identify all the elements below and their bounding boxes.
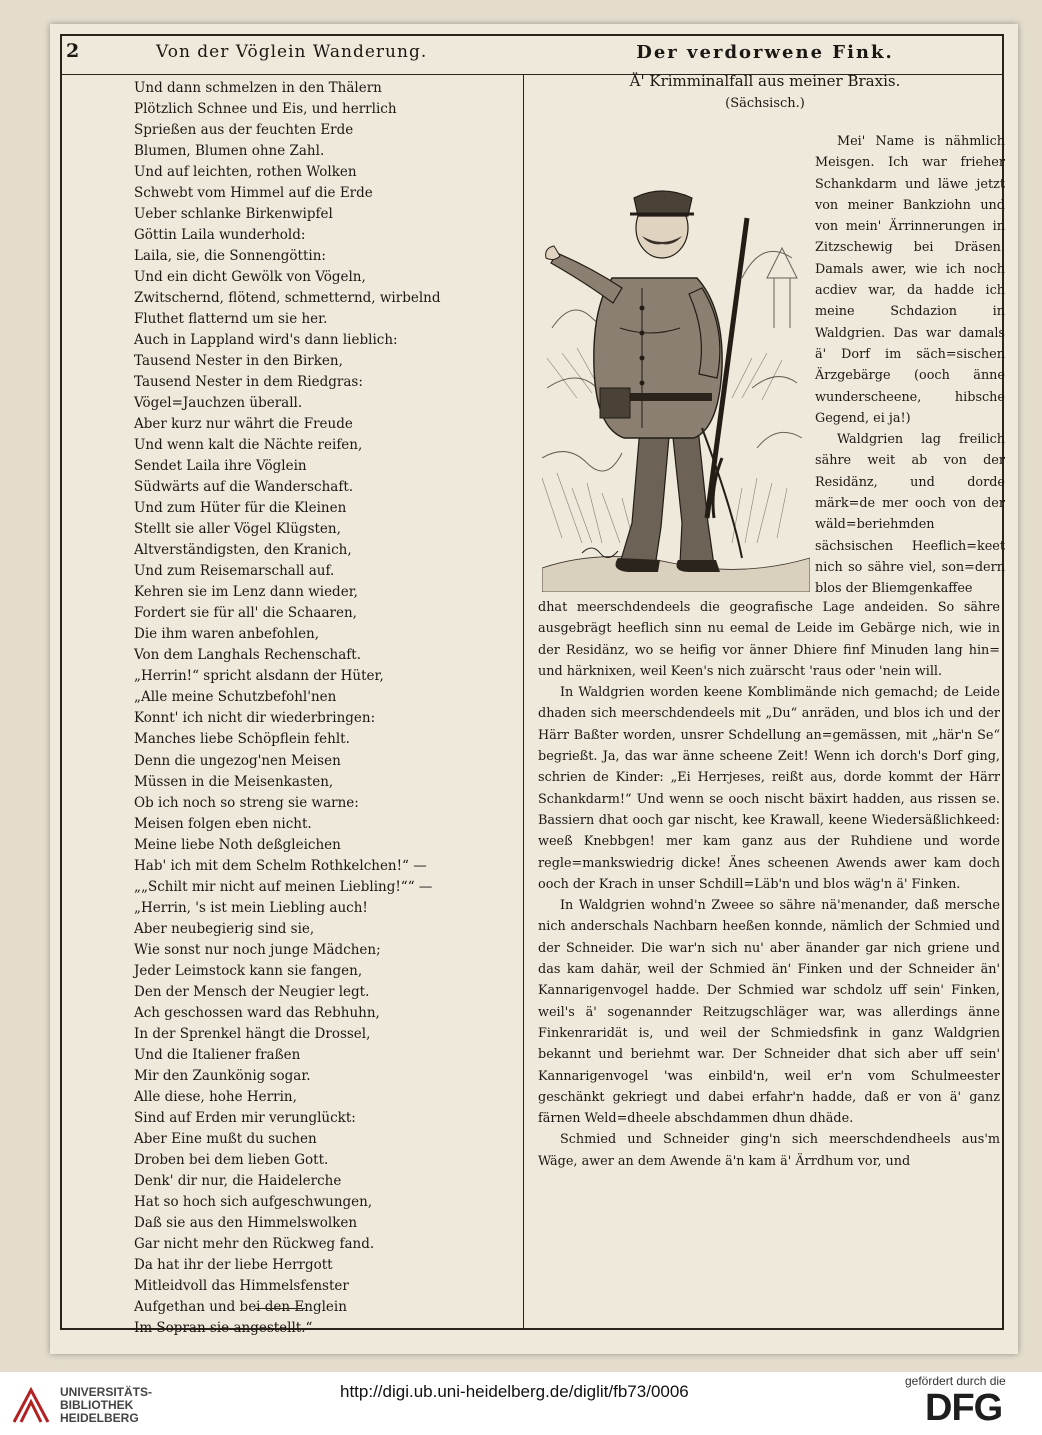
poem-line: Tausend Nester in dem Riedgras: bbox=[134, 374, 363, 391]
article-text-beside-illustration bbox=[815, 131, 1005, 600]
poem-line: Aber neubegierig sind sie, bbox=[134, 920, 315, 937]
library-name-line: UNIVERSITÄTS- bbox=[60, 1385, 153, 1399]
article-paragraph: Schmied und Schneider ging'n sich meerschdendheels aus'm Wäge, awer an dem Awende ä'n kam ä' Ärrdhum vor, und bbox=[538, 1132, 1000, 1169]
poem-line: Sind auf Erden mir verunglückt: bbox=[134, 1109, 356, 1126]
poem-line: Ob ich noch so streng sie warne: bbox=[134, 794, 359, 811]
poem-line: Tausend Nester in den Birken, bbox=[134, 353, 343, 370]
viewer-footer bbox=[0, 1372, 1042, 1435]
poem-line: Da hat ihr der liebe Herrgott bbox=[134, 1256, 333, 1273]
column-rule bbox=[523, 74, 524, 1330]
poem-line: Ueber schlanke Birkenwipfel bbox=[134, 206, 333, 223]
article-paragraph: Waldgrien lag freilich sähre weit ab von der Residänz, und dorde märk=de mer ooch von der wäld=beriehmden sächsischen Heeflich=keet nich so sähre viel, son=dern blos der Bliemgenkaffee bbox=[815, 432, 1005, 597]
library-name-line: HEIDELBERG bbox=[60, 1411, 139, 1425]
permalink-url[interactable]: http://digi.ub.uni-heidelberg.de/diglit/fb73/0006 bbox=[340, 1382, 689, 1401]
article-paragraph: In Waldgrien worden keene Komblimände nich gemachd; de Leide dhaden sich meerschdendeels mit „Du“ anräden, und blos ich und der Härr Baßter worden, unsrer Schdellung an=gemässen, mit „här'n Se“ begrießt. Ja, das war änne scheene Zeit! Wenn ich dorch's Dorf ging, schrien de Kinder: „Ei Herrjeses, reißt aus, dorde kommt der Härr Schankdarm!“ Und wenn se ooch nischt bäxirt hadden, aus rissen se. Bassiern dhat ooch gar nischt, kee Krawall, keene Wiedersäßlichkeed: weeß Knebbgen! mer kam ganz aus der Ruhdiene und worde regle=mankswiedrig dicke! Änes scheenen Awends awer kam doch ooch der Krach in unser Schdill=Läb'n und blos wäg'n ä' Finken. bbox=[538, 685, 1000, 892]
poem-line: Aber kurz nur währt die Freude bbox=[134, 416, 353, 433]
poem-line: Altverständigsten, den Kranich, bbox=[134, 542, 352, 559]
poem-line: Droben bei dem lieben Gott. bbox=[134, 1151, 329, 1168]
poem-line: Südwärts auf die Wanderschaft. bbox=[134, 479, 354, 496]
language-note: (Sächsisch.) bbox=[725, 96, 805, 111]
poem-line: „Herrin!“ spricht alsdann der Hüter, bbox=[134, 668, 384, 685]
poem-line: Stellt sie aller Vögel Klügsten, bbox=[134, 521, 341, 538]
poem-line: Daß sie aus den Himmelswolken bbox=[134, 1214, 358, 1231]
poem-line: Alle diese, hohe Herrin, bbox=[134, 1088, 297, 1105]
page-number: 2 bbox=[66, 40, 80, 62]
poem-line: Und zum Reisemarschall auf. bbox=[134, 563, 335, 580]
poem-line: Göttin Laila wunderhold: bbox=[134, 227, 306, 244]
poem-line: Wie sonst nur noch junge Mädchen; bbox=[134, 941, 381, 958]
poem-line: Fluthet flatternd um sie her. bbox=[134, 311, 328, 328]
poem-line: Die ihm waren anbefohlen, bbox=[134, 626, 320, 643]
poem-line: „Alle meine Schutzbefohl'nen bbox=[134, 689, 337, 706]
poem-line: Plötzlich Schnee und Eis, und herrlich bbox=[134, 101, 397, 118]
poem-line: Im Sopran sie angestellt.“ bbox=[134, 1319, 313, 1336]
poem-line: Und auf leichten, rothen Wolken bbox=[134, 164, 357, 181]
poem-line: Sprießen aus der feuchten Erde bbox=[134, 122, 354, 139]
poem-line: Fordert sie für all' die Schaaren, bbox=[134, 605, 357, 622]
article-subtitle: Ä' Krimminalfall aus meiner Braxis. bbox=[629, 72, 901, 90]
poem-line: Hab' ich mit dem Schelm Rothkelchen!“ — bbox=[134, 857, 427, 874]
poem-line: Mir den Zaunkönig sogar. bbox=[134, 1067, 311, 1084]
gendarme-illustration bbox=[542, 128, 810, 592]
poem-line: Denn die ungezog'nen Meisen bbox=[134, 752, 341, 769]
article-paragraph: In Waldgrien wohnd'n Zweee so sähre nä'menander, daß mersche nich anderschals Nachbarn heeßen konnde, nämlich der Schmied und der Schneider. Die war'n sich nu' aber änander gar nich griene und das kam dahär, weil der Schmied än' Finken und der Schneider än' Kannarigenvogel hadde. Der Schmied war schdolz uff sein' Finken, weil's ä' sogenannder Reitzugschläger war, was allerdings änne Finkenraridät is, und weil der Schmiedsfink in ganz Waldgrien bekannt und beriehmt war. Der Schneider dhat sich aber uff sein' Kannarigenvogel 'was einbild'n, weil er'n vom Schulmeester geschänkt gekriegt und dabei erfahr'n hadde, daß er von ä' ganz färnen Weld=dheele abschdammen dhun dhäde. bbox=[538, 898, 1000, 1127]
poem-line: Und dann schmelzen in den Thälern bbox=[134, 80, 382, 96]
poem-end-rule bbox=[255, 1308, 305, 1309]
poem-line: Gar nicht mehr den Rückweg fand. bbox=[134, 1235, 375, 1252]
sponsor-caption: gefördert durch die bbox=[905, 1374, 1006, 1388]
article-paragraph: dhat meerschdendeels die geografische Lage andeiden. So sähre ausgebrägt heeflich sinn nu eemal de Leide im Gebärge nich, wie in der Residänz, wo se heifig vor änner Dhiere finf Minuden lang hin= und härknixen, weil Keen's nich zuärscht 'raus oder 'nein will. bbox=[538, 600, 1000, 679]
poem-line: Kehren sie im Lenz dann wieder, bbox=[134, 584, 358, 601]
poem-line: Meisen folgen eben nicht. bbox=[134, 815, 312, 832]
poem-line: Den der Mensch der Neugier legt. bbox=[134, 983, 370, 1000]
poem-line: Schwebt vom Himmel auf die Erde bbox=[134, 185, 373, 202]
poem-line: Von dem Langhals Rechenschaft. bbox=[134, 647, 362, 664]
library-name bbox=[60, 1386, 152, 1425]
poem-line: Hat so hoch sich aufgeschwungen, bbox=[134, 1193, 373, 1210]
poem-line: Und die Italiener fraßen bbox=[134, 1046, 301, 1063]
university-library-logo-icon bbox=[10, 1384, 52, 1426]
poem-column bbox=[134, 78, 441, 1339]
running-head: Von der Vöglein Wanderung. bbox=[156, 42, 428, 62]
poem-line: Vögel=Jauchzen überall. bbox=[134, 395, 303, 412]
poem-line: Sendet Laila ihre Vöglein bbox=[134, 458, 307, 475]
poem-line: Jeder Leimstock kann sie fangen, bbox=[134, 962, 363, 979]
poem-line: Und ein dicht Gewölk von Vögeln, bbox=[134, 269, 366, 286]
poem-line: Auch in Lappland wird's dann lieblich: bbox=[134, 332, 398, 349]
poem-line: „Herrin, 's ist mein Liebling auch! bbox=[134, 899, 368, 916]
poem-line: In der Sprenkel hängt die Drossel, bbox=[134, 1025, 371, 1042]
article-text-full-width bbox=[538, 597, 1000, 1172]
poem-line: Manches liebe Schöpflein fehlt. bbox=[134, 731, 350, 748]
poem-line: Mitleidvoll das Himmelsfenster bbox=[134, 1277, 349, 1294]
poem-line: Denk' dir nur, die Haidelerche bbox=[134, 1172, 342, 1189]
poem-line: Und zum Hüter für die Kleinen bbox=[134, 500, 347, 517]
poem-line: Ach geschossen ward das Rebhuhn, bbox=[134, 1004, 380, 1021]
poem-line: „„Schilt mir nicht auf meinen Liebling!““ — bbox=[134, 878, 433, 895]
article-title: Der verdorwene Fink. bbox=[636, 42, 894, 63]
poem-line: Konnt' ich nicht dir wiederbringen: bbox=[134, 710, 376, 727]
poem-line: Aufgethan und bei den Englein bbox=[134, 1298, 347, 1315]
poem-line: Blumen, Blumen ohne Zahl. bbox=[134, 143, 325, 160]
book-page bbox=[50, 24, 1018, 1354]
poem-line: Und wenn kalt die Nächte reifen, bbox=[134, 437, 363, 454]
poem-line: Müssen in die Meisenkasten, bbox=[134, 773, 334, 790]
poem-line: Aber Eine mußt du suchen bbox=[134, 1130, 317, 1147]
article-paragraph: Mei' Name is nähmlich Meisgen. Ich war frieher Schankdarm und läwe jetzt von meiner Bankziohn und von mein' Ärrinnerungen in Zitzschewig bei Dräsen. Damals awer, wie ich noch acdiev war, da hadde ich meine Schdazion in Waldgrien. Das war damals ä' Dorf im säch=sischen Ärzgebärge (ooch änne wunderscheene, hibsche Gegend, ei ja!) bbox=[815, 134, 1005, 426]
library-name-line: BIBLIOTHEK bbox=[60, 1398, 134, 1412]
poem-line: Laila, sie, die Sonnengöttin: bbox=[134, 248, 326, 265]
poem-line: Meine liebe Noth deßgleichen bbox=[134, 836, 341, 853]
poem-line: Zwitschernd, flötend, schmetternd, wirbelnd bbox=[134, 290, 441, 307]
dfg-logo: DFG bbox=[925, 1387, 1003, 1429]
